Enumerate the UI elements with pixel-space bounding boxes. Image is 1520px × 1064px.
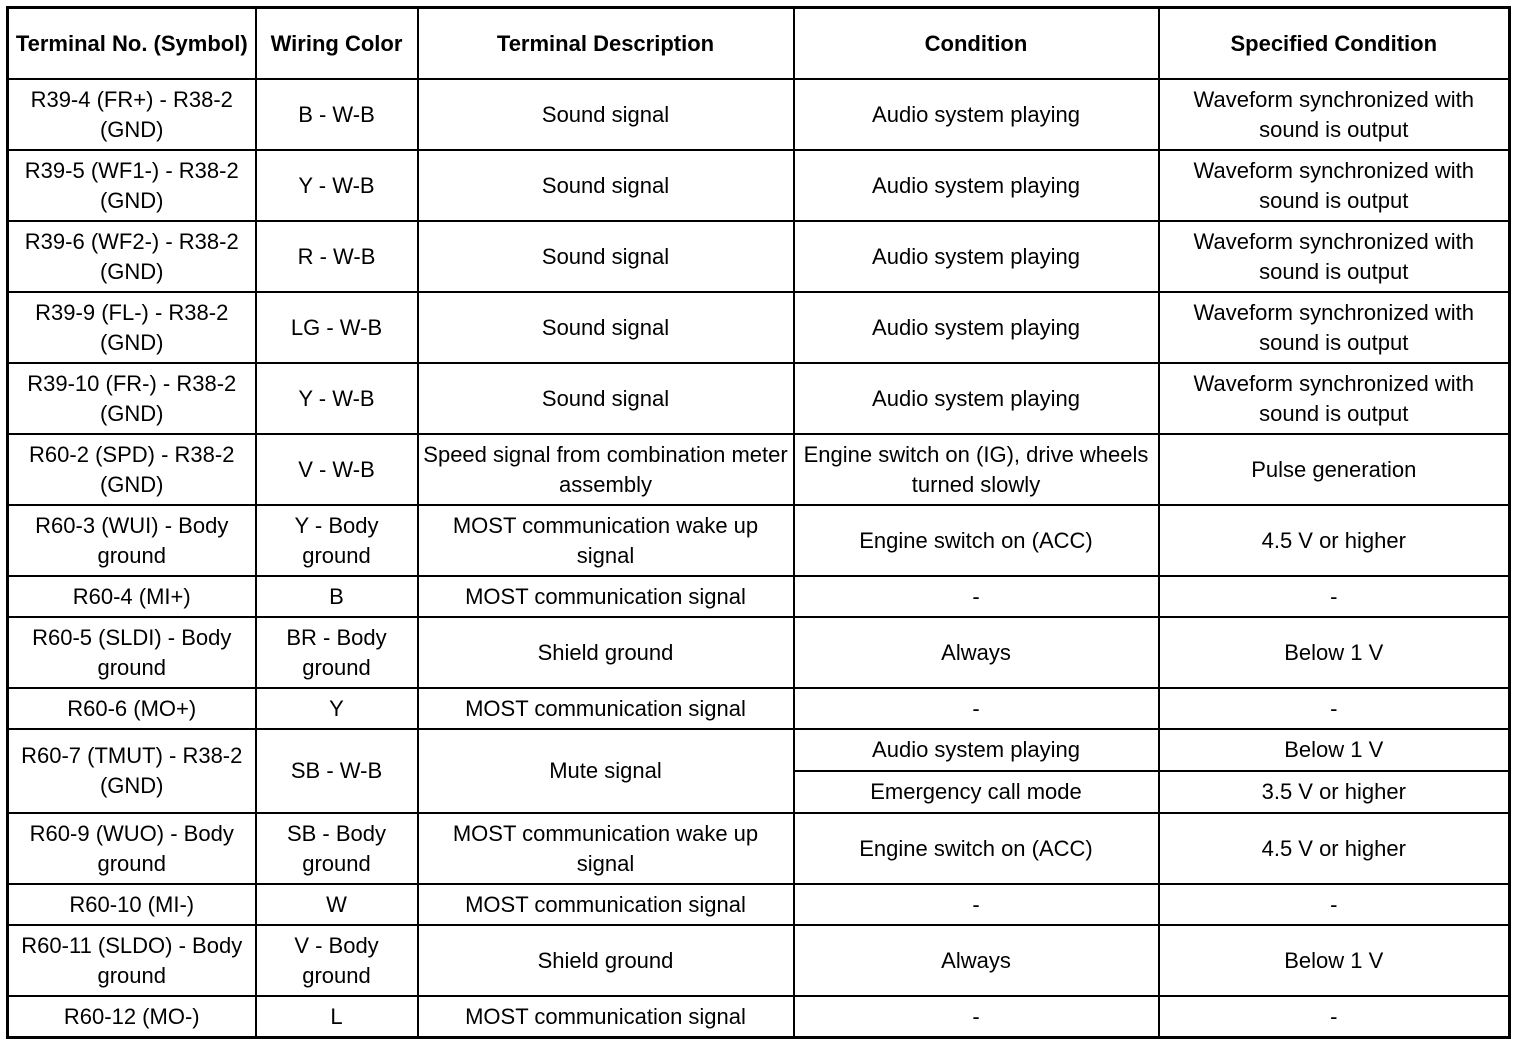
header-condition: Condition — [794, 8, 1159, 80]
color-cell: SB - Body ground — [256, 813, 418, 884]
terminal-cell: R39-4 (FR+) - R38-2 (GND) — [8, 79, 256, 150]
specified-cell: Below 1 V — [1159, 617, 1510, 688]
description-cell: Sound signal — [418, 363, 794, 434]
terminal-cell: R39-5 (WF1-) - R38-2 (GND) — [8, 150, 256, 221]
color-cell: L — [256, 996, 418, 1038]
color-cell: V - W-B — [256, 434, 418, 505]
condition-cell: Always — [794, 617, 1159, 688]
condition-cell: Always — [794, 925, 1159, 996]
condition-cell: Audio system playing — [794, 150, 1159, 221]
terminal-cell: R60-5 (SLDI) - Body ground — [8, 617, 256, 688]
description-cell: Shield ground — [418, 617, 794, 688]
color-cell: W — [256, 884, 418, 925]
header-row — [8, 8, 1510, 80]
table-row — [8, 884, 1510, 925]
condition-cell: - — [794, 688, 1159, 729]
condition-cell: Audio system playing — [794, 729, 1159, 771]
description-cell: Sound signal — [418, 79, 794, 150]
terminal-cell: R60-9 (WUO) - Body ground — [8, 813, 256, 884]
color-cell: SB - W-B — [256, 729, 418, 813]
terminal-cell: R39-10 (FR-) - R38-2 (GND) — [8, 363, 256, 434]
description-cell: Speed signal from combination meter assembly — [418, 434, 794, 505]
color-cell: Y — [256, 688, 418, 729]
header-description: Terminal Description — [418, 8, 794, 80]
table-row — [8, 813, 1510, 884]
terminal-cell: R60-3 (WUI) - Body ground — [8, 505, 256, 576]
description-cell: Sound signal — [418, 292, 794, 363]
description-cell: Sound signal — [418, 221, 794, 292]
description-cell: Sound signal — [418, 150, 794, 221]
description-cell: MOST communication signal — [418, 996, 794, 1038]
specified-cell: Waveform synchronized with sound is output — [1159, 79, 1510, 150]
specified-cell: Below 1 V — [1159, 729, 1510, 771]
specified-cell: - — [1159, 576, 1510, 617]
table-row — [8, 79, 1510, 150]
color-cell: Y - W-B — [256, 150, 418, 221]
table-row — [8, 576, 1510, 617]
color-cell: V - Body ground — [256, 925, 418, 996]
description-cell: MOST communication signal — [418, 688, 794, 729]
terminal-table — [6, 6, 1511, 1039]
description-cell: Shield ground — [418, 925, 794, 996]
header-specified: Specified Condition — [1159, 8, 1510, 80]
terminal-cell: R60-12 (MO-) — [8, 996, 256, 1038]
condition-cell: - — [794, 884, 1159, 925]
condition-cell: Engine switch on (ACC) — [794, 813, 1159, 884]
specified-cell: - — [1159, 688, 1510, 729]
description-cell: MOST communication wake up signal — [418, 505, 794, 576]
description-cell: MOST communication wake up signal — [418, 813, 794, 884]
condition-cell: Audio system playing — [794, 363, 1159, 434]
condition-cell: Engine switch on (IG), drive wheels turned slowly — [794, 434, 1159, 505]
description-cell: MOST communication signal — [418, 576, 794, 617]
table-row — [8, 292, 1510, 363]
specified-cell: Pulse generation — [1159, 434, 1510, 505]
specified-cell: Waveform synchronized with sound is output — [1159, 292, 1510, 363]
specified-cell: 3.5 V or higher — [1159, 771, 1510, 813]
terminal-cell: R39-6 (WF2-) - R38-2 (GND) — [8, 221, 256, 292]
table-row — [8, 434, 1510, 505]
header-wiring-color: Wiring Color — [256, 8, 418, 80]
terminal-cell: R60-2 (SPD) - R38-2 (GND) — [8, 434, 256, 505]
table-row — [8, 729, 1510, 771]
terminal-cell: R60-10 (MI-) — [8, 884, 256, 925]
condition-cell: Audio system playing — [794, 292, 1159, 363]
color-cell: LG - W-B — [256, 292, 418, 363]
table-row — [8, 363, 1510, 434]
specified-cell: 4.5 V or higher — [1159, 813, 1510, 884]
description-cell: MOST communication signal — [418, 884, 794, 925]
terminal-cell: R60-6 (MO+) — [8, 688, 256, 729]
terminal-cell: R60-11 (SLDO) - Body ground — [8, 925, 256, 996]
condition-cell: - — [794, 576, 1159, 617]
condition-cell: Audio system playing — [794, 221, 1159, 292]
terminal-cell: R39-9 (FL-) - R38-2 (GND) — [8, 292, 256, 363]
specified-cell: Below 1 V — [1159, 925, 1510, 996]
color-cell: Y - Body ground — [256, 505, 418, 576]
specified-cell: - — [1159, 884, 1510, 925]
table-row — [8, 996, 1510, 1038]
terminal-cell: R60-4 (MI+) — [8, 576, 256, 617]
color-cell: BR - Body ground — [256, 617, 418, 688]
table-row — [8, 617, 1510, 688]
table-row — [8, 925, 1510, 996]
table-row — [8, 221, 1510, 292]
description-cell: Mute signal — [418, 729, 794, 813]
header-terminal: Terminal No. (Symbol) — [8, 8, 256, 80]
color-cell: B — [256, 576, 418, 617]
specified-cell: 4.5 V or higher — [1159, 505, 1510, 576]
specified-cell: Waveform synchronized with sound is output — [1159, 221, 1510, 292]
color-cell: R - W-B — [256, 221, 418, 292]
condition-cell: Emergency call mode — [794, 771, 1159, 813]
condition-cell: Engine switch on (ACC) — [794, 505, 1159, 576]
terminal-cell: R60-7 (TMUT) - R38-2 (GND) — [8, 729, 256, 813]
table-row — [8, 688, 1510, 729]
table-row — [8, 150, 1510, 221]
color-cell: B - W-B — [256, 79, 418, 150]
specified-cell: - — [1159, 996, 1510, 1038]
table-row — [8, 505, 1510, 576]
specified-cell: Waveform synchronized with sound is output — [1159, 363, 1510, 434]
specified-cell: Waveform synchronized with sound is output — [1159, 150, 1510, 221]
condition-cell: - — [794, 996, 1159, 1038]
color-cell: Y - W-B — [256, 363, 418, 434]
condition-cell: Audio system playing — [794, 79, 1159, 150]
